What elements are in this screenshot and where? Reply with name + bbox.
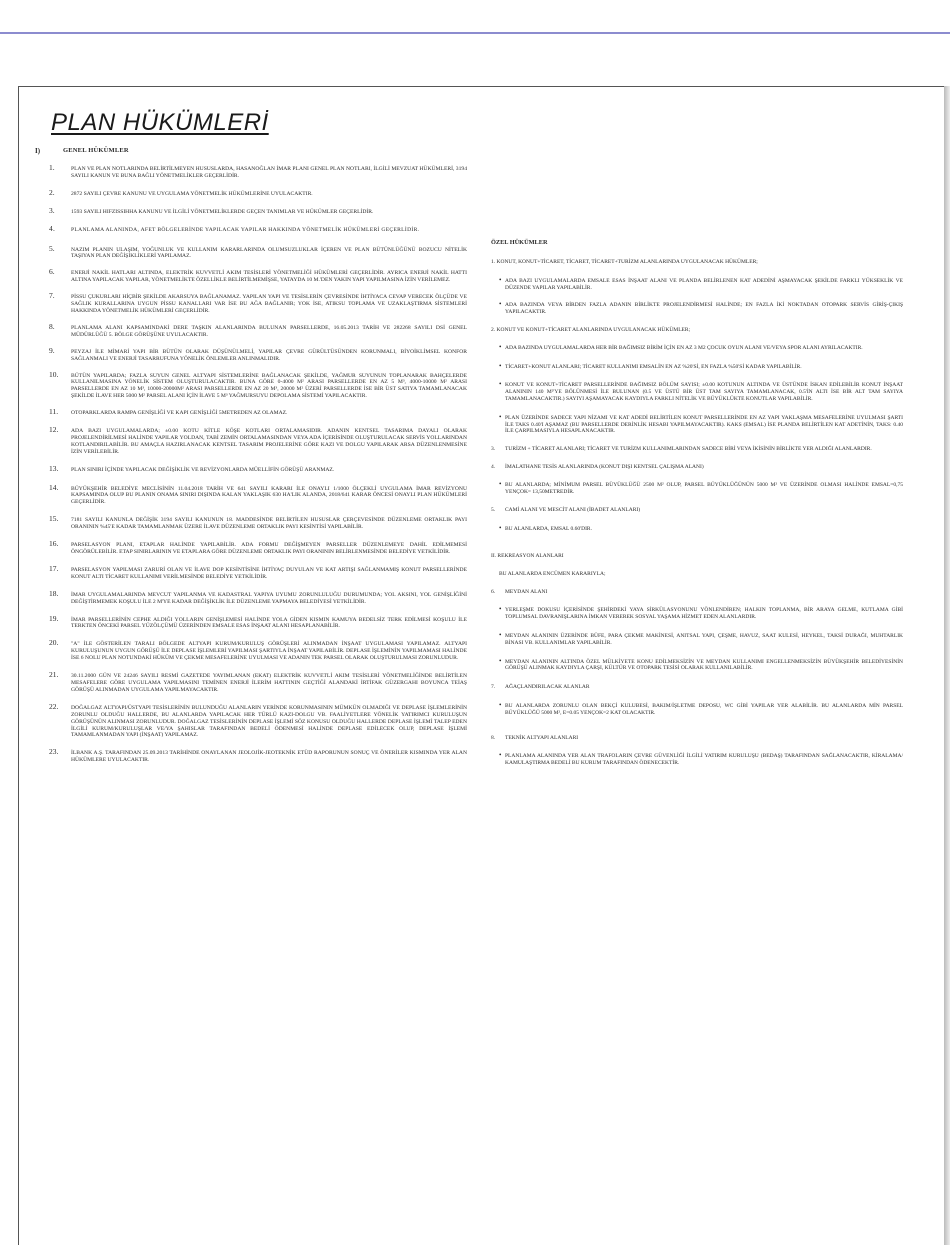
special-bullet: • MEYDAN ALANININ ALTINDA ÖZEL MÜLKİYETE KONU EDİLMEKSİZİN VE MEYDAN KULLANIMI ENGELLENMEKSİZİN BÜYÜKŞEHİR BELEDİYESİNİN GÖRÜŞÜ ALINMAK KAYDIYLA ÇARŞI, KÜLTÜR VE OTOPARK TESİSİ OLARAK KULLANILABİLİR. bbox=[499, 656, 903, 672]
general-item: 8. PLANLAMA ALANI KAPSAMINDAKİ DERE TAŞKIN ALANLARINDA BULUNAN PARSELLERDE, 16.05.2013 TARİH VE 282268 SAYILI DSİ GENEL MÜDÜRLÜĞÜ 5. BÖLGE GÖRÜŞÜNE UYULACAKTIR. bbox=[49, 321, 467, 338]
special-numbered-line: 6. MEYDAN ALANI bbox=[491, 588, 548, 595]
general-item: 23. İLBANK A.Ş. TARAFINDAN 25.09.2013 TARİHİNDE ONAYLANAN JEOLOJİK-JEOTEKNİK ETÜD RAPORUNUN SONUÇ VE ÖNERİLER KISMINDA YER ALAN HÜKÜMLERE UYULACAKTIR. bbox=[49, 747, 467, 764]
document-title: PLAN HÜKÜMLERİ bbox=[51, 109, 269, 136]
special-numbered-line: 5. CAMİ ALANI VE MESCİT ALANI (İBADET ALANLARI) bbox=[491, 507, 641, 514]
special-bullet: • MEYDAN ALANININ ÜZERİNDE BÜFE, PARA ÇEKME MAKİNESİ, ANITSAL YAPI, ÇEŞME, HAVUZ, SAAT KULESİ, HEYKEL, TAKSİ DURAĞI, MUHTARLIK BİNASI VB. KULLANIMLAR YAPILABİLİR. bbox=[499, 630, 903, 646]
general-item: 17. PARSELASYON YAPILMASI ZARURİ OLAN VE İLAVE DOP KESİNTİSİNE İHTİYAÇ DUYULAN VE KAT ARTIŞI SAĞLANMAMIŞ KONUT PARSELLERİNDE KONUT ALTI TİCARET KULLANIMI VERİLMESİNDE BELEDİYE YETKİLİDİR. bbox=[49, 563, 467, 580]
general-item: 12. ADA BAZI UYGULAMALARDA; ±0.00 KOTU KİTLE KÖŞE KOTLARI ORTALAMASIDIR. ADANIN KENTSEL TASARIMA DAYALI OLARAK PROJELENDİRİLMESİ HALİNDE YAPILAR YOLDAN, TABİ ZEMİN ORTALAMASINDAN VEYA ADA İÇERİSİNDE OLUŞTURULACAK SERVİS YOLLARINDAN KOTLANDIRILABİLİR. BU AMAÇLA HAZIRLANACAK KENTSEL TASARIM PROJELERİNE GÖRE KAZI VE DOLGU YAPILARAK ARSA DÜZENLENMESİNE İZİN VERİLEBİLİR. bbox=[49, 425, 467, 455]
special-line: 1. KONUT, KONUT+TİCARET, TİCARET, TİCARET+TURİZM ALANLARINDA UYGULANACAK HÜKÜMLER; bbox=[491, 259, 758, 265]
general-item: 7. PİSSU ÇUKURLARI HİÇBİR ŞEKİLDE AKARSUYA BAĞLANAMAZ. YAPILAN YAPI VE TESİSLERİN ÇEVRESİNDE İHTİYACA CEVAP VERECEK ÖLÇÜDE VE SAĞLIK KURALLARINA UYGUN PİSSU KANALLARI VAR İSE BU AĞA BAĞLANIR; YOK İSE, ATIKSU TOPLAMA VE UZAKLAŞTIRMA SİSTEMLERİ HAKKINDA YÖNETMELİK HÜKÜMLERİ GEÇERLİDİR. bbox=[49, 291, 467, 314]
general-item: 10. BÜTÜN YAPILARDA; FAZLA SUYUN GENEL ALTYAPI SİSTEMLERİNE BAĞLANACAK ŞEKİLDE, YAĞMUR SUYUNUN TOPLANARAK BAHÇELERDE KULLANILMASINA YÖNELİK SİSTEM OLUŞTURULACAKTIR. BUNA GÖRE 0-4000 M² ARASI PARSELLERDE EN AZ 5 M³, 4000-10000 M² ARASI PARSELLERDE EN AZ 10 M³, 10000-20000M² ARASI PARSELLERDE EN AZ 20 M³, 20000 M² ÜZERİ PARSELLERDE İSE BİR ÜST SATIYA TAMAMLANACAK ŞEKİLDE İLAVE HER 5000 M² PARSEL ALANI İÇİN İLAVE 5 M³ YAĞMURSUYU DEPOLAMA SİSTEMİ YAPILACAKTIR. bbox=[49, 369, 467, 400]
special-numbered-line: 4. İMALATHANE TESİS ALANLARINDA (KONUT DIŞI KENTSEL ÇALIŞMA ALANI) bbox=[491, 463, 704, 470]
general-item: 15. 7181 SAYILI KANUNLA DEĞİŞİK 3194 SAYILI KANUNUN 18. MADDESİNDE BELİRTİLEN HUSUSLAR ÇERÇEVESİNDE DÜZENLEME ORTAKLIK PAYI ORANININ %45'E KADAR TAMAMLANMAK ÜZERE İLAVE DÜZENLEME ORTAKLIK PAYI KESİNTİSİ YAPILABİLİR. bbox=[49, 514, 467, 531]
section-marker: I) bbox=[35, 147, 41, 155]
general-item: 22. DOĞALGAZ ALTYAPI/ÜSTYAPI TESİSLERİNİN BULUNDUĞU ALANLARIN YERİNDE KORUNMASININ MÜMKÜN OLMADIĞI VE DEPLASE İŞLEMLERİNİN ZORUNLU OLDUĞU HALLERDE, BU ALANLARDA YAPILACAK HER TÜRLÜ KAZI-DOLGU VB. FAALİYETLERE YÖNELİK YATIRIMCI KURULUŞUN GÖRÜŞÜNÜN ALINMASI ZORUNLUDUR. DOĞALGAZ TESİSLERİNİN DEPLASE İŞLEMİ SÖZ KONUSU OLDUĞU HALLERDE DEPLASE İŞLEMİ TALEP EDEN İLGİLİ KURUM/KURULUŞLAR VE/YA ŞAHISLAR TARAFINDAN BEDELİ ÖDENMESİ HALİNDE DEPLASE EDİLECEK OLUP, DEPLASE İŞLEMİ TAMAMLANMADAN YAPI (İNŞAAT) YAPILAMAZ. bbox=[49, 701, 467, 739]
recreation-subtitle: BU ALANLARDA ENCÜMEN KARARIYLA; bbox=[499, 570, 606, 577]
special-line: 2. KONUT VE KONUT+TİCARET ALANLARINDA UYGULANACAK HÜKÜMLER; bbox=[491, 326, 691, 333]
special-bullet: • KONUT VE KONUT+TİCARET PARSELLERİNDE BAĞIMSIZ BÖLÜM SAYISI; ±0.00 KOTUNUN ALTINDA VE ÜSTÜNDE İSKAN EDİLEBİLİR KONUT İNŞAAT ALANININ 140 M²'YE BÖLÜNMESİ İLE BULUNAN (0.5 VE ÜSTÜ BİR ÜST TAM SAYIYA TAMAMLANACAK, 0.5'İN ALTI İSE BİR ALT TAM SAYIYA TAMAMLANACAKTIR.) SAYIYI AŞAMAYACAK KAYDIYLA FARKLI NİTELİK VE BÜYÜKLÜKTE KONUTLAR YAPILABİLİR. bbox=[499, 380, 903, 402]
special-bullet: • YERLEŞME DOKUSU İÇERİSİNDE ŞEHİRDEKİ YAYA SİRKÜLASYONUNU YÖNLENDİREN; HALKIN TOPLANMA, BİR ARAYA GELME, KUTLAMA GİBİ TOPLUMSAL DAVRANIŞLARINA İMKAN VEREREK SOSYAL YAŞAMA HİZMET EDEN ALANLARDIR. bbox=[499, 605, 903, 621]
general-item: 18. İMAR UYGULAMALARINDA MEVCUT YAPILANMA VE KADASTRAL YAPIYA UYUMU ZORUNLULUĞU DURUMUNDA; YOL AKSINI, YOL GENİŞLİĞİNİ DEĞİŞTİRMEMEK KOŞULU İLE 2 M'YE KADAR DEĞİŞİKLİK İLE DÜZENLEME YAPMAYA BELEDİYESİ YETKİLİDİR. bbox=[49, 588, 467, 605]
general-item: 20. "A" İLE GÖSTERİLEN TARALI BÖLGEDE ALTYAPI KURUM/KURULUŞ GÖRÜŞLERİ ALINMADAN İNŞAAT UYGULAMASI YAPILAMAZ. ALTYAPI KURULUŞUNUN UYGUN GÖRÜŞÜ İLE DEPLASE İŞLEMLERİ YAPILMASI ŞARTIYLA İNŞAAT YAPILABİLİR. DEPLASE İŞLEMİNİN YAPILMAMASI HALİNDE İSE 6 NOLU PLAN NOTUNDAKİ HÜKÜM VE ÇEKME MESAFELERİNE UYULMASI VE ADANIN TEK PARSEL OLARAK OLUŞTURULMASI ZORUNLUDUR. bbox=[49, 638, 467, 662]
special-bullet: • BU ALANLARDA; MİNİMUM PARSEL BÜYÜKLÜĞÜ 2500 M² OLUP, PARSEL BÜYÜKLÜĞÜNÜN 5000 M² VE ÜZERİNDE OLMASI HALİNDE EMSAL=0,75 YENÇOK= 13,50METREDİR. bbox=[499, 479, 903, 495]
general-item: 21. 30.11.2000 GÜN VE 24246 SAYILI RESMİ GAZETEDE YAYIMLANAN (EKAT) ELEKTRİK KUVVETLİ AKIM TESİSLERİ YÖNETMELİĞİNDE BELİRTİLEN MESAFELERE GÖRE UYGULAMA YAPILMASINI TEMİNEN ENERJİ İLERİM HATTININ GEÇTİĞİ ALANDAKİ İRTİFAK GÜZERGAHI BOYUNCA TEİAŞ GÖRÜŞÜ ALINMADAN UYGULAMA YAPILMAYACAKTIR. bbox=[49, 670, 467, 693]
special-numbered-line: 7. AĞAÇLANDIRILACAK ALANLAR bbox=[491, 684, 590, 691]
special-numbered-line: 8. TEKNİK ALTYAPI ALANLARI bbox=[491, 734, 579, 741]
special-bullet: • ADA BAZI UYGULAMALARDA EMSALE ESAS İNŞAAT ALANI VE PLANDA BELİRLENEN KAT ADEDİNİ AŞMAYACAK ŞEKİLDE FARKLI YÜKSEKLİK VE DÜZENDE YAPILAR YAPILABİLİR. bbox=[499, 275, 903, 291]
document-page bbox=[18, 86, 944, 1245]
special-bullet: • PLANLAMA ALANINDA YER ALAN TRAFOLARIN ÇEVRE GÜVENLİĞİ İLGİLİ YATIRIM KURULUŞU (BEDAŞ) TARAFINDAN SAĞLANACAKTIR, KİRALAMA/ KAMULAŞTIRMA BEDELİ BU KURUM TARAFINDAN ÖDENECEKTİR. bbox=[499, 751, 903, 767]
general-provisions-list bbox=[49, 163, 467, 764]
general-item: 16. PARSELASYON PLANI, ETAPLAR HALİNDE YAPILABİLİR. ADA FORMU DEĞİŞMEYEN PARSELLER DÜZENLEMEYE DAHİL EDİLMEMESİ ÖNGÖRÜLEBİLİR. ETAP SINIRLARININ VE ETAPLARA GÖRE DÜZENLEME ORTAKLIK PAYI ORANININ BELİRLENMESİNDE BELEDİYE YETKİLİDİR. bbox=[49, 539, 467, 555]
special-bullet: • ADA BAZINDA UYGULAMALARDA HER BİR BAĞIMSIZ BİRİM İÇİN EN AZ 3 M2 ÇOCUK OYUN ALANI VE/VEYA SPOR ALANI AYRILACAKTIR. bbox=[499, 342, 863, 351]
general-item: 4. PLANLAMA ALANINDA, AFET BÖLGELERİNDE YAPILACAK YAPILAR HAKKINDA YÖNETMELİK HÜKÜMLERİ GEÇERLİDİR. bbox=[49, 223, 420, 233]
general-item: 9. PEYZAJ İLE MİMARİ YAPI BİR BÜTÜN OLARAK DÜŞÜNÜLMELİ, YAPILAR ÇEVRE GÜRÜLTÜSÜNDEN KORUNMALI, BİYOİKLİMSEL KONFOR SAĞLANMALI VE ENERJİ TASARRUFUNA YÖNELİK ÖNLEMLER ANLINMALIDIR. bbox=[49, 345, 467, 362]
special-bullet: • BU ALANLARDA ZORUNLU OLAN BEKÇİ KULUBESİ, BAKIM/İŞLETME DEPOSU, WC GİBİ YAPILAR YER ALABİLİR. BU ALANLARDA MİN PARSEL BÜYÜKLÜĞÜ 5000 M², E=0.05 YENÇOK=2 KAT OLACAKTIR. bbox=[499, 700, 903, 716]
general-item: 19. İMAR PARSELLERİNİN CEPHE ALDIĞI YOLLARIN GENİŞLEMESİ HALİNDE YOLA GİDEN KISMIN KAMUYA BEDELSİZ TERK EDİLMESİ KOŞULU İLE TERKTEN ÖNCEKİ PARSEL YÜZÖLÇÜMÜ ÜZERİNDEN EMSALE ESAS İNŞAAT ALANI HESAPLANABİLİR. bbox=[49, 613, 467, 630]
special-bullet: • PLAN ÜZERİNDE SADECE YAPI NİZAMI VE KAT ADEDİ BELİRTİLEN KONUT PARSELLERİNDE EN AZ YAPI YAKLAŞMA MESAFELERİNE UYULMASI ŞARTI İLE TAKS 0.40'I AŞAMAZ (BU PARSELLERDE DERİNLİK HESABI YAPILMAYACAKTIR). KAKS (EMSAL) İSE PLANDA BELİRTİLEN KAT ADETİNİN, TAKS: 0.40 İLE ÇARPILMASIYLA HESAPLANACAKTIR. bbox=[499, 412, 903, 435]
general-item: 6. ENERJİ NAKİL HATLARI ALTINDA, ELEKTRİK KUVVETLİ AKIM TESİSLERİ YÖNETMELİĞİ HÜKÜMLERİ GEÇERLİDİR. AYRICA ENERJİ NAKİL HATTI ALTINA YAPILACAK YAPILAR, YÖNETMELİKTE ÖZELLİKLE BELİRTİLMEMİŞSE, YATAYDA 10 M.'DEN YAKIN YAPI YAPILMASINA İZİN VERİLEMEZ. bbox=[49, 267, 467, 284]
general-item: 13. PLAN SINIRI İÇİNDE YAPILACAK DEĞİŞİKLİK VE REVİZYONLARDA MÜELLİFİN GÖRÜŞÜ ARANMAZ. bbox=[49, 463, 335, 473]
special-provisions bbox=[491, 239, 903, 767]
general-item: 5. NAZIM PLANIN ULAŞIM, YOĞUNLUK VE KULLANIM KARARLARINDA OLUMSUZLUKLAR İÇEREN VE PLAN BÜTÜNLÜĞÜNÜ BOZUCU NİTELİK TAŞIYAN PLAN DEĞİŞİKLİKLERİ YAPILAMAZ. bbox=[49, 243, 467, 260]
general-item: 3. 1593 SAYILI HIFZISSIHHA KANUNU VE İLGİLİ YÖNETMELİKLERDE GEÇEN TANIMLAR VE HÜKÜMLER GEÇERLİDİR. bbox=[49, 205, 374, 215]
special-numbered-line: 3. TURİZM + TİCARET ALANLARI; TİCARET VE TURİZM KULLANIMLARINDAN SADECE BİRİ VEYA İKİSİNİN BİRLİKTE YER ALDIĞI ALANLARDIR. bbox=[491, 446, 872, 453]
page-edge-shadow bbox=[944, 86, 950, 1245]
special-section-title: ÖZEL HÜKÜMLER bbox=[491, 239, 548, 246]
recreation-title: II. REKREASYON ALANLARI bbox=[491, 552, 564, 559]
special-bullet: • TİCARET+KONUT ALANLARI; TİCARET KULLANIMI EMSALİN EN AZ %20'Sİ, EN FAZLA %50'Sİ KADAR YAPILABİLİR. bbox=[499, 361, 802, 370]
general-item: 11. OTOPARKLARDA RAMPA GENİŞLİĞİ VE KAPI GENİŞLİĞİ 5METREDEN AZ OLAMAZ. bbox=[49, 407, 288, 417]
general-item: 1. PLAN VE PLAN NOTLARINDA BELİRTİLMEYEN HUSUSLARDA, HASANOĞLAN İMAR PLANI GENEL PLAN NOTLARI, İLGİLİ MEVZUAT HÜKÜMLERİ, 3194 SAYILI KANUN VE BUNA BAĞLI YÖNETMELİKLER GEÇERLİDİR. bbox=[49, 163, 467, 179]
general-section-title: GENEL HÜKÜMLER bbox=[63, 147, 129, 154]
special-bullet: • BU ALANLARDA, EMSAL 0.60'DIR. bbox=[499, 524, 592, 533]
general-item: 2. 2872 SAYILI ÇEVRE KANUNU VE UYGULAMA YÖNETMELİK HÜKÜMLERİNE UYULACAKTIR. bbox=[49, 187, 313, 197]
special-bullet: • ADA BAZINDA VEYA BİRDEN FAZLA ADANIN BİRLİKTE PROJELENDİRMESİ HALİNDE; EN FAZLA İKİ NOKTADAN OTOPARK SERVİS GİRİŞ-ÇIKIŞ YAPILACAKTIR. bbox=[499, 300, 903, 316]
top-divider-line bbox=[0, 32, 950, 34]
general-item: 14. BÜYÜKŞEHİR BELEDİYE MECLİSİNİN 11.04.2018 TARİH VE 641 SAYILI KARARI İLE ONAYLI 1/1000 ÖLÇEKLİ UYGULAMA İMAR REVİZYONU KAPSAMINDA OLUP BU PLANIN ONAMA SINIRI DIŞINDA KALAN YAKLAŞIK 630 HA'LIK ALANDA, 2018/641 KARAR ÖNCESİ ONAYLI PLAN HÜKÜMLERİ GEÇERLİDİR. bbox=[49, 482, 467, 506]
